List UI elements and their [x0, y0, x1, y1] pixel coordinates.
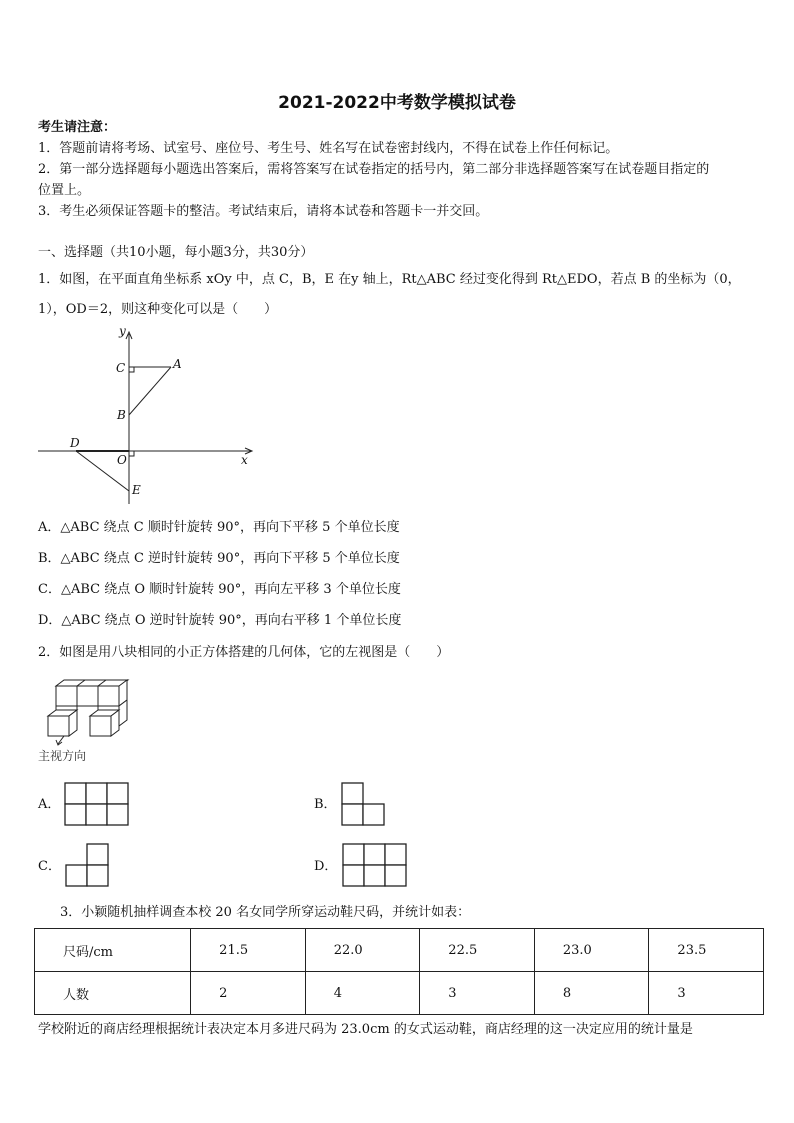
q2-option-c-label[interactable]: C． [38, 859, 61, 874]
label-O: O [117, 453, 127, 467]
q2-option-b-view[interactable] [340, 782, 388, 828]
q2-option-a-view[interactable] [64, 782, 132, 828]
label-y: y [119, 326, 126, 338]
label-C: C [116, 361, 126, 375]
table-row [35, 929, 764, 972]
q1-stem-line1: 1．如图，在平面直角坐标系 xOy 中，点 C，B，E 在y 轴上，Rt△ABC 经过变化得到 Rt△EDO，若点 B 的坐标为（0， [38, 272, 741, 287]
label-x: x [241, 453, 248, 467]
q1-option-a[interactable]: A．△ABC 绕点 C 顺时针旋转 90°，再向下平移 5 个单位长度 [38, 520, 400, 535]
q1-coordinate-figure [36, 326, 260, 508]
q3-followup: 学校附近的商店经理根据统计表决定本月多进尺码为 23.0cm 的女式运动鞋，商店经理的这一决定应用的统计量是 [38, 1022, 693, 1037]
notice-heading: 考生请注意： [38, 120, 117, 135]
notice-item-2: 2．第一部分选择题每小题选出答案后，需将答案写在试卷指定的括号内，第二部分非选择题答案写在试卷题目指定的 [38, 162, 710, 177]
table-cell: 21.5 [191, 929, 306, 972]
notice-item-2-cont: 位置上。 [38, 183, 91, 198]
q1-option-d[interactable]: D．△ABC 绕点 O 逆时针旋转 90°，再向右平移 1 个单位长度 [38, 613, 402, 628]
q2-option-b-label[interactable]: B． [314, 797, 337, 812]
table-cell: 3 [420, 972, 535, 1015]
table-cell: 4 [305, 972, 420, 1015]
direction-label: 主视方向 [38, 749, 87, 763]
label-E: E [132, 483, 141, 497]
right-angle-C [129, 367, 134, 372]
right-angle-O [129, 451, 134, 456]
table-cell: 23.5 [649, 929, 764, 972]
segment-BA [129, 367, 171, 415]
label-B: B [117, 408, 126, 422]
table-cell: 人数 [35, 972, 191, 1015]
q1-option-b[interactable]: B．△ABC 绕点 C 逆时针旋转 90°，再向下平移 5 个单位长度 [38, 551, 400, 566]
q2-option-a-label[interactable]: A． [38, 797, 61, 812]
q1-stem-line2: 1），OD＝2，则这种变化可以是（ ） [38, 302, 278, 317]
table-cell: 8 [534, 972, 649, 1015]
table-cell: 3 [649, 972, 764, 1015]
shoe-size-table [34, 928, 764, 1015]
q2-option-d-view[interactable] [342, 843, 412, 889]
table-cell: 22.5 [420, 929, 535, 972]
label-D: D [70, 436, 80, 450]
notice-item-3: 3．考生必须保证答题卡的整洁。考试结束后，请将本试卷和答题卡一并交回。 [38, 204, 489, 219]
page-title: 2021-2022中考数学模拟试卷 [278, 93, 516, 113]
label-A: A [173, 357, 182, 371]
table-cell: 22.0 [305, 929, 420, 972]
section-heading: 一、选择题（共10小题，每小题3分，共30分） [38, 245, 314, 260]
q2-option-c-view[interactable] [64, 843, 112, 889]
table-cell: 23.0 [534, 929, 649, 972]
notice-item-1: 1．答题前请将考场、试室号、座位号、考生号、姓名写在试卷密封线内，不得在试卷上作任何标记。 [38, 141, 619, 156]
q1-option-c[interactable]: C．△ABC 绕点 O 顺时针旋转 90°，再向左平移 3 个单位长度 [38, 582, 401, 597]
table-cell: 尺码/cm [35, 929, 191, 972]
table-row [35, 972, 764, 1015]
q2-stem: 2．如图是用八块相同的小正方体搭建的几何体，它的左视图是（ ） [38, 645, 450, 660]
q2-option-d-label[interactable]: D． [314, 859, 338, 874]
q3-stem: 3．小颖随机抽样调查本校 20 名女同学所穿运动鞋尺码，并统计如表： [60, 905, 471, 920]
table-cell: 2 [191, 972, 306, 1015]
q2-cube-solid [38, 676, 138, 746]
